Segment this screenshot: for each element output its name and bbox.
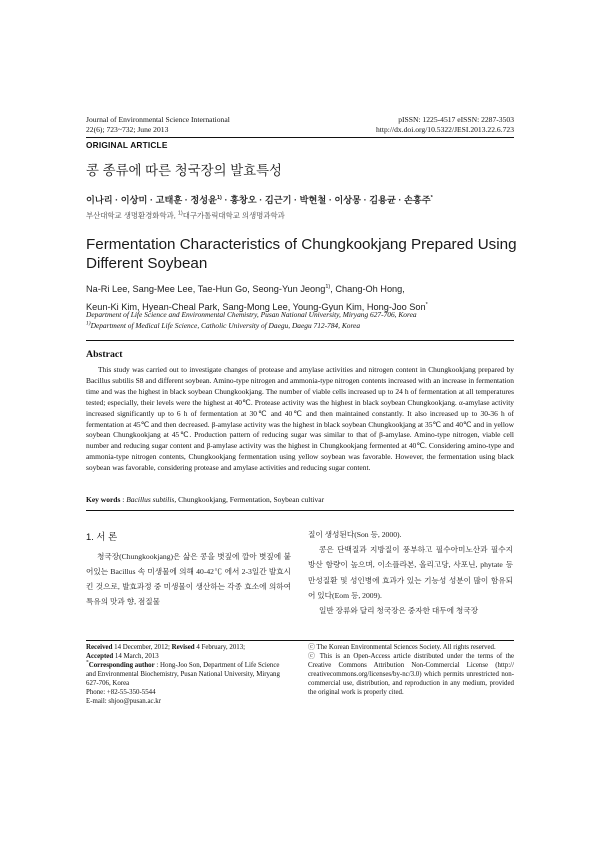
paragraph: 일반 장류와 달리 청국장은 중자한 대두에 청국장 [319, 606, 479, 616]
korean-title: 콩 종류에 따른 청국장의 발효특성 [86, 163, 282, 178]
header-divider [86, 137, 514, 138]
intro-column-left: 청국장(Chungkookjang)은 삶은 콩을 볏짚에 깔아 볏짚에 붙어있는 Bacillus 속 미생물에 의해 40-42℃ 에서 2-3일간 발효시킨 것으로, 발효과정 중 미생물이 생산하는 각종 효소에 의하여 특유의 맛과 향, 점질물 [86, 552, 291, 606]
license-footnote [308, 643, 514, 697]
korean-affiliations: 부산대학교 생명환경화학과, $^{1)}$대구가톨릭대학교 의생명과학과 [86, 210, 285, 220]
footnote-divider [86, 640, 514, 641]
intro-column-right [308, 527, 513, 618]
english-authors: Na-Ri Lee, Sang-Mee Lee, Tae-Hun Go, Seong-Yun Jeong$^{1)}$, Chang-Oh Hong, Keun-Ki Kim, Hyean-Cheal Park, Sang-Mong Lee, Young-Gyun Kim, Hong-Joo Son* [86, 283, 428, 312]
english-affiliations: Department of Life Science and Environmental Chemistry, Pusan National University, Miryang 627-706, Korea $^{1)}$Department of Medical Life Science, Catholic University of Daegu, Daegu 712-784, Korea [86, 310, 417, 330]
korean-authors: 이나리 · 이상미 · 고태훈 · 정성윤$^{1)}$ · 홍창오 · 김근기 · 박현철 · 이상몽 · 김용균 · 손홍주* [86, 194, 433, 205]
keywords-divider [86, 510, 514, 511]
doi-link[interactable]: http://dx.doi.org/10.5322/JESI.2013.22.6.723 [375, 125, 514, 134]
paragraph: 질이 생성된다(Son 등, 2000). [308, 530, 402, 539]
license-text: ⓒ This is an Open-Access article distributed under the terms of the Creative Commons Attribution Non-Commercial License (http:// creativecommons.org/licenses/by-nc/3.0) which permits unrestricted non-commercial use, distribution, and reproduction in any medium, provided the original work is properly cited. [308, 653, 514, 696]
journal-volume: 22(6); 723~732; June 2013 [86, 125, 169, 134]
title-divider [86, 340, 514, 341]
section-heading-introduction: 1. 서 론 [86, 531, 118, 542]
email-text[interactable]: E-mail: shjoo@pusan.ac.kr [86, 698, 162, 705]
keywords: Key words : Bacillus subtilis, Chungkookjang, Fermentation, Soybean cultivar [86, 495, 325, 504]
article-type: ORIGINAL ARTICLE [86, 140, 168, 150]
copyright-text: ⓒ The Korean Environmental Sciences Society. All rights reserved. [308, 644, 496, 651]
journal-header [86, 115, 230, 135]
paragraph: 콩은 단백질과 지방질이 풍부하고 필수아미노산과 필수지방산 함량이 높으며, 이소플라본, 올리고당, 사포닌, phytate 등 만성질환 및 성인병에 효과가 있는 기능성 성분이 많이 함유되어 있다(Eom 등, 2009). [308, 545, 513, 600]
issn-text: pISSN: 1225-4517 eISSN: 2287-3503 [398, 115, 514, 124]
english-title: Fermentation Characteristics of Chungkookjang Prepared Using Different Soybean [86, 236, 517, 272]
abstract-text: This study was carried out to investigate changes of protease and amylase activities and nitrogen content in Chungkookjang prepared by Bacillus subtilis S8 and different soybean. Amino-type nitrogen and ammonia-type nitrogen contents increased with an increase in fermentation time and was the highest in black soybean Chungkookjang. The number of viable cells increased up to 24 h of fermentation at all temperatures tested; especially, their levels were the highest at 40℃. Protease activity was the highest in black soybean Chungkookjang. α-amylase activity increased significantly up to 6 h of fermentation at 30℃ and 40℃ and then maintained constantly. It also increased up to 30-36 h of fermentation at 45℃ and then decreased. β-amylase activity was the highest in black soybean Chungkookjang at 35℃ and 40℃ and in yellow soybean Chungkookjang at 45℃. Production pattern of reducing sugar was similar to that of β-amylase. Amino-type nitrogen, viable cell number and reducing sugar content and β-amylase activity was the highest in Chungkookjang fermented at 40℃. Considering amino-type and ammonia-type nitrogen contents, Chungkookjang fermentation using yellow soybean was favorable. However, the fermentation using black soybean was favorable, considering protease and amylase activities and reducing sugar content. [86, 365, 514, 473]
article-dates-footnote: Received 14 December, 2012; Revised 4 February, 2013; Accepted 14 March, 2013 *Corresponding author : Hong-Joo Son, Department of Life Science and Environmental Biochemistry, Pusan National University, Miryang 627-706, Korea Phone: +82-55-350-5544 E-mail: shjoo@pusan.ac.kr [86, 643, 291, 706]
abstract-heading: Abstract [86, 349, 123, 360]
phone-text: Phone: +82-55-350-5544 [86, 689, 156, 696]
journal-name: Journal of Environmental Science International [86, 115, 230, 124]
journal-identifiers [310, 115, 514, 135]
